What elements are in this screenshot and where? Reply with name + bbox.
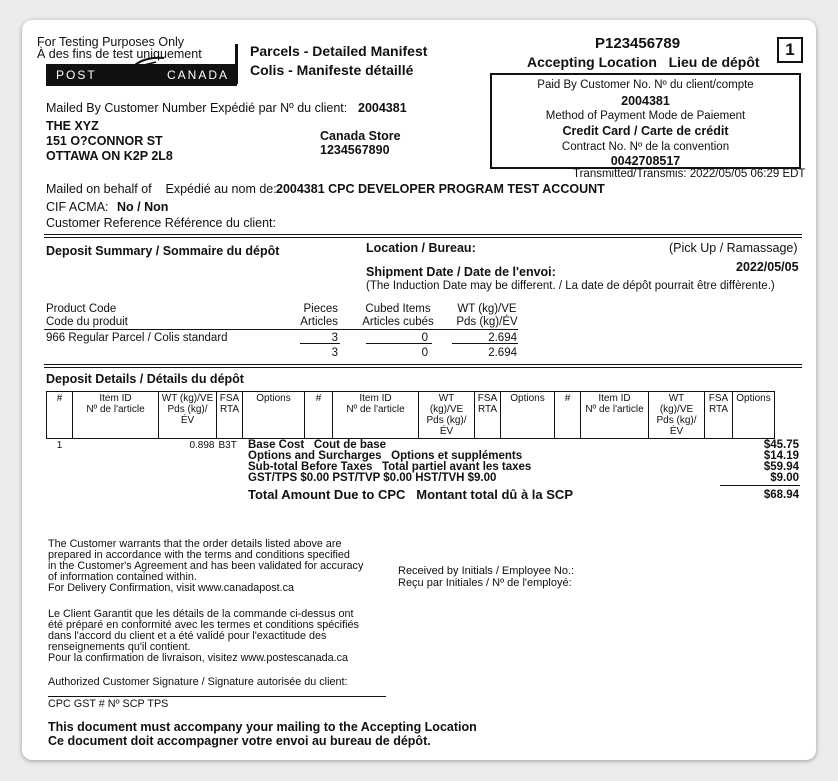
header-num: # (305, 392, 333, 439)
options-label: Options and Surcharges Options et suppléments (248, 450, 523, 462)
header-options: Options (501, 392, 555, 439)
tax-label: GST/TPS $0.00 PST/TVP $0.00 HST/TVH $9.00 (248, 472, 497, 484)
header-item: Item ID Nº de l'article (73, 392, 159, 439)
divider (44, 329, 518, 330)
store-name: Canada Store (320, 129, 401, 143)
summary-cubed: 0 (421, 332, 428, 344)
header-weight: WT (kg)/VE Pds (kg)/ÉV (419, 392, 475, 439)
cubed-header-en: Cubed Items (365, 303, 431, 315)
logo-text-right: CANADA (167, 68, 230, 82)
summary-total-cubed: 0 (421, 347, 428, 359)
store-number: 1234567890 (320, 143, 390, 157)
underline (366, 343, 432, 344)
accepting-location: Accepting Location Lieu de dépôt (527, 54, 760, 70)
payment-method-label: Method of Payment Mode de Paiement (545, 110, 746, 122)
pickup-label: (Pick Up / Ramassage) (669, 241, 798, 255)
header-divider (235, 44, 238, 84)
underline (452, 343, 518, 344)
testing-notice-en: For Testing Purposes Only (37, 35, 185, 49)
cubed-header-fr: Articles cubés (362, 316, 434, 328)
header-options: Options (243, 392, 305, 439)
canada-post-wing-icon (126, 54, 166, 76)
header-options: Options (733, 392, 775, 439)
divider (44, 237, 802, 238)
header-num: # (47, 392, 73, 439)
summary-total-pieces: 3 (331, 347, 338, 359)
deposit-summary-title: Deposit Summary / Sommaire du dépôt (46, 244, 280, 258)
footer-en: This document must accompany your mailing to the Accepting Location (48, 720, 477, 734)
canada-post-logo (46, 64, 237, 86)
header-fsa: FSA RTA (475, 392, 501, 439)
testing-notice-fr: À des fins de test uniquement (37, 47, 202, 61)
detail-weight: 0.898 (189, 440, 215, 451)
summary-product: 966 Regular Parcel / Colis standard (46, 332, 228, 344)
manifest-number: P123456789 (595, 35, 681, 52)
paid-by-value: 2004381 (621, 94, 670, 108)
weight-header-en: WT (kg)/VE (457, 303, 517, 315)
cif-label: CIF ACMA: (46, 200, 109, 214)
mailed-by-label: Mailed By Customer Number Expédié par Nº du client: (46, 101, 348, 115)
payment-method-value: Credit Card / Carte de crédit (562, 124, 729, 138)
subtotal-value: $59.94 (763, 461, 799, 473)
on-behalf-label: Mailed on behalf of Expédié au nom de: (46, 182, 277, 196)
deposit-details-table (46, 391, 775, 452)
summary-weight: 2.694 (488, 332, 517, 344)
payment-box (490, 73, 801, 169)
customer-reference: Customer Reference Référence du client: (46, 216, 276, 230)
paid-by-label: Paid By Customer No. Nº du client/compte (537, 79, 754, 91)
signature-label: Authorized Customer Signature / Signature autorisée du client: (48, 676, 348, 688)
shipment-date: 2022/05/05 (736, 260, 799, 274)
summary-total-weight: 2.694 (488, 347, 517, 359)
base-cost-value: $45.75 (763, 439, 799, 451)
manifest-page (22, 20, 816, 760)
transmitted-timestamp: Transmitted/Transmis: 2022/05/05 06:29 EDT (573, 168, 806, 180)
divider (44, 364, 802, 365)
header-num: # (555, 392, 581, 439)
received-by-en: Received by Initials / Employee No.: (398, 565, 575, 577)
signature-line (48, 696, 386, 697)
options-value: $14.19 (763, 450, 799, 462)
details-header-row (47, 392, 775, 439)
mailed-by-value: 2004381 (358, 101, 407, 115)
total-label: Total Amount Due to CPC Montant total dû à la SCP (248, 487, 573, 502)
on-behalf-value: 2004381 CPC DEVELOPER PROGRAM TEST ACCOUNT (276, 182, 605, 196)
detail-item-id (73, 439, 159, 453)
divider (44, 367, 802, 368)
detail-num: 1 (56, 440, 63, 451)
tax-value: $9.00 (770, 472, 799, 484)
footer-fr: Ce document doit accompagner votre envoi au bureau de dépôt. (48, 734, 431, 748)
header-item: Item ID Nº de l'article (581, 392, 649, 439)
manifest-title-en: Parcels - Detailed Manifest (250, 43, 428, 59)
header-fsa: FSA RTA (705, 392, 733, 439)
product-code-header-en: Product Code (46, 303, 117, 315)
pieces-header-fr: Articles (300, 316, 338, 328)
header-weight: WT (kg)/VE Pds (kg)/ÉV (649, 392, 705, 439)
subtotal-label: Sub-total Before Taxes Total partiel avant les taxes (248, 461, 532, 473)
header-weight: WT (kg)/VE Pds (kg)/ÉV (159, 392, 217, 439)
contract-label: Contract No. Nº de la convention (561, 141, 730, 153)
logo-text-left: POST (56, 68, 97, 82)
mailer-name: THE XYZ (46, 119, 99, 133)
gst-label: CPC GST # Nº SCP TPS (48, 698, 169, 710)
manifest-title-fr: Colis - Manifeste détaillé (250, 62, 414, 78)
product-code-header-fr: Code du produit (46, 316, 128, 328)
detail-fsa: B3T (218, 440, 237, 451)
divider (44, 234, 802, 235)
warranty-fr: Le Client Garantit que les détails de la commande ci-dessus ont été préparé en conformité avec les termes et conditions spécifiés dans l'accord du client et a été validé pour l'exactitude des renseignements qu'il contient. Pour la confirmation de livraison, visitez www.postescanada.ca (48, 608, 359, 664)
received-by-fr: Reçu par Initiales / Nº de l'employé: (398, 577, 572, 589)
induction-note: (The Induction Date may be different. / La date de dépôt pourrait être diffèrente.) (366, 280, 775, 292)
underline (300, 343, 340, 344)
header-fsa: FSA RTA (217, 392, 243, 439)
total-value: $68.94 (763, 489, 799, 501)
mailer-address-line1: 151 O?CONNOR ST (46, 134, 163, 148)
location-label: Location / Bureau: (366, 241, 476, 255)
header-item: Item ID Nº de l'article (333, 392, 419, 439)
base-cost-label: Base Cost Cout de base (248, 439, 387, 451)
contract-value: 0042708517 (610, 154, 681, 168)
weight-header-fr: Pds (kg)/ÉV (456, 316, 518, 328)
pieces-header-en: Pieces (303, 303, 338, 315)
shipment-date-label: Shipment Date / Date de l'envoi: (366, 265, 556, 279)
deposit-details-title: Deposit Details / Détails du dépôt (46, 372, 244, 386)
summary-pieces: 3 (331, 332, 338, 344)
page-number: 1 (777, 37, 803, 63)
mailer-address-line2: OTTAWA ON K2P 2L8 (46, 149, 173, 163)
warranty-en: The Customer warrants that the order details listed above are prepared in accordance with the terms and conditions specified in the Customer's Agreement and has been validated for accuracy of information contained within. For Delivery Confirmation, visit www.canadapost.ca (48, 538, 364, 594)
cif-value: No / Non (117, 200, 169, 214)
total-underline (720, 485, 800, 486)
